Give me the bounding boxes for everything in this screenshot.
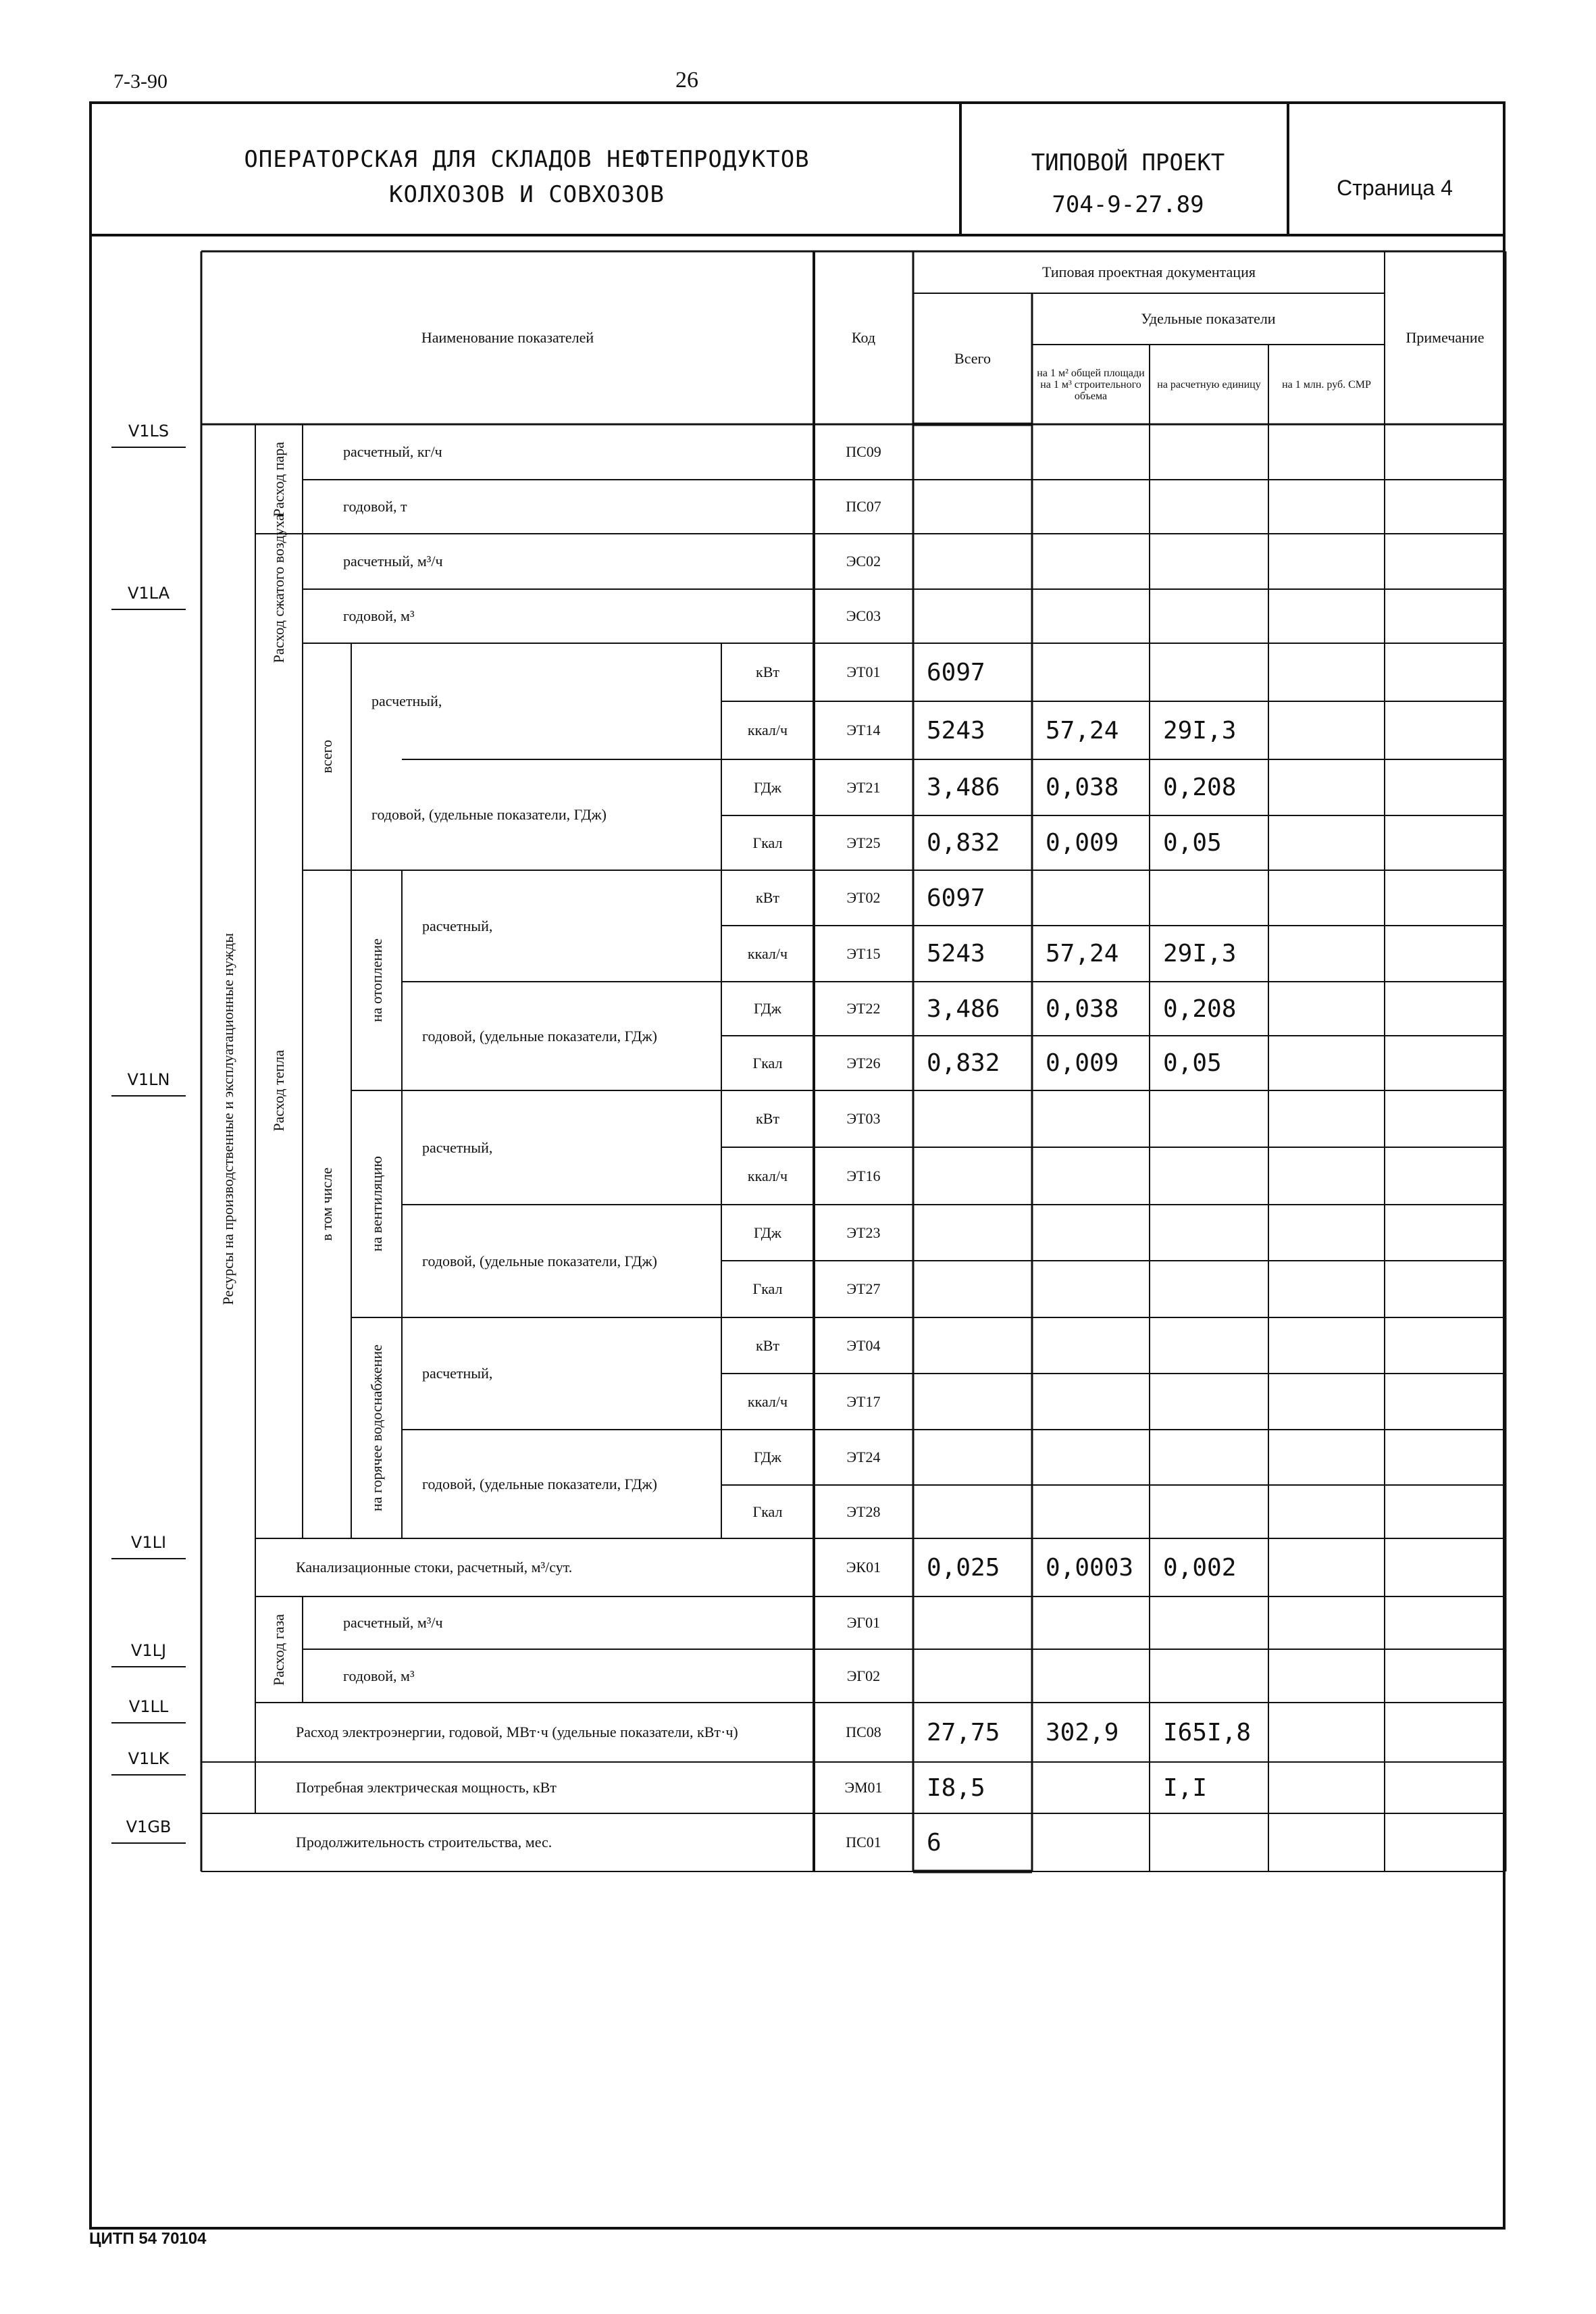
heat-calc-label: расчетный,	[422, 917, 493, 934]
row-code: ЭТ22	[846, 1000, 881, 1017]
vertical-label: Расход пара	[270, 441, 287, 517]
row-code: ЭТ28	[846, 1503, 881, 1520]
row-spec3	[1268, 1430, 1385, 1485]
row-code: ЭТ21	[846, 778, 881, 796]
row-unit: Гкал	[752, 1503, 783, 1520]
row-spec3	[1268, 1090, 1385, 1147]
row-spec1	[1032, 1430, 1150, 1485]
row-code: ПС07	[846, 498, 881, 515]
row-spec1	[1032, 643, 1150, 701]
row-code: ПС09	[846, 443, 881, 460]
row-unit: ккал/ч	[747, 1167, 788, 1184]
row-spec3	[1268, 815, 1385, 870]
row-total	[913, 1090, 1032, 1147]
group-label-ventilation	[351, 1090, 402, 1317]
row-spec3	[1268, 759, 1385, 815]
row-spec3	[1268, 1205, 1385, 1261]
row-unit: ГДж	[754, 1000, 781, 1017]
row-code: ЭТ03	[846, 1110, 881, 1127]
row-total: 6	[927, 1828, 942, 1857]
title-line: ОПЕРАТОРСКАЯ ДЛЯ СКЛАДОВ НЕФТЕПРОДУКТОВ	[244, 146, 810, 173]
row-total	[913, 1205, 1032, 1261]
row-total	[913, 424, 1032, 480]
row-code: ЭМ01	[844, 1779, 883, 1796]
row-spec1	[1032, 1205, 1150, 1261]
row-label: годовой, т	[343, 498, 407, 515]
row-spec3	[1268, 870, 1385, 926]
heat-annual-label: годовой, (удельные показатели, ГДж)	[422, 1252, 658, 1269]
row-code: ЭТ02	[846, 889, 881, 906]
group-label-heat-incl	[303, 870, 351, 1538]
row-total: 0,832	[927, 829, 1000, 857]
row-spec2	[1150, 1430, 1268, 1485]
row-unit: ГДж	[754, 1224, 781, 1241]
row-total	[913, 589, 1032, 643]
row-total	[913, 534, 1032, 589]
row-spec3	[1268, 701, 1385, 759]
row-code: ПС08	[846, 1724, 881, 1740]
row-total: 3,486	[927, 995, 1000, 1023]
row-total	[913, 480, 1032, 534]
project-number: 704-9-27.89	[1052, 191, 1204, 218]
row-spec1: 57,24	[1046, 716, 1119, 745]
row-label: расчетный, кг/ч	[343, 443, 442, 460]
row-unit: кВт	[756, 1110, 779, 1127]
heat-calc-label: расчетный,	[422, 1138, 493, 1156]
row-spec1	[1032, 870, 1150, 926]
row-code: ЭС02	[846, 553, 881, 570]
row-spec1	[1032, 1762, 1150, 1813]
row-total	[913, 1430, 1032, 1485]
vertical-label: Ресурсы на производственные и эксплуатационные нужды	[220, 932, 236, 1305]
row-spec3	[1268, 1703, 1385, 1762]
row-spec3	[1268, 1147, 1385, 1205]
row-label: расчетный, м³/ч	[343, 1614, 443, 1631]
row-spec1	[1032, 1261, 1150, 1317]
project-label: ТИПОВОЙ ПРОЕКТ	[1031, 149, 1225, 176]
row-label: Канализационные стоки, расчетный, м³/сут.	[296, 1559, 573, 1576]
vertical-label: на горячее водоснабжение	[367, 1344, 385, 1511]
row-code: ПС01	[846, 1834, 881, 1851]
row-spec3	[1268, 1261, 1385, 1317]
row-spec2	[1150, 1147, 1268, 1205]
column-header-total: Всего	[954, 350, 991, 367]
row-unit: Гкал	[752, 1280, 783, 1297]
row-spec2: 0,05	[1163, 1049, 1222, 1077]
row-spec1	[1032, 1649, 1150, 1703]
column-header-spec3: на 1 млн. руб. СМР	[1282, 378, 1371, 391]
row-total: 0,025	[927, 1553, 1000, 1582]
page-number: 26	[675, 68, 698, 93]
vertical-label: Расход газа	[270, 1613, 287, 1686]
row-total	[913, 1485, 1032, 1538]
row-label: Потребная электрическая мощность, кВт	[296, 1779, 557, 1796]
row-total	[913, 1261, 1032, 1317]
row-unit: кВт	[756, 663, 779, 680]
row-spec3	[1268, 1317, 1385, 1374]
row-spec3	[1268, 534, 1385, 589]
row-spec1	[1032, 1147, 1150, 1205]
vertical-label: в том числе	[318, 1167, 335, 1241]
heat-annual-label: годовой, (удельные показатели, ГДж)	[371, 806, 607, 823]
row-unit: кВт	[756, 1336, 779, 1354]
vertical-label: на отопление	[367, 938, 385, 1022]
row-spec1: 0,038	[1046, 995, 1119, 1023]
row-total	[913, 1374, 1032, 1430]
row-code: ЭТ16	[846, 1167, 881, 1184]
side-code: V1LL	[128, 1697, 169, 1716]
row-label: Расход электроэнергии, годовой, МВт·ч (удельные показатели, кВт·ч)	[296, 1724, 738, 1740]
row-spec1	[1032, 1317, 1150, 1374]
row-unit: ккал/ч	[747, 945, 788, 962]
row-spec2: 0,208	[1163, 774, 1237, 801]
row-spec3	[1268, 1762, 1385, 1813]
row-spec2	[1150, 1261, 1268, 1317]
row-label: расчетный, м³/ч	[343, 553, 443, 570]
row-spec3	[1268, 1374, 1385, 1430]
row-spec3	[1268, 982, 1385, 1036]
row-spec2	[1150, 424, 1268, 480]
row-spec1: 0,009	[1046, 829, 1119, 857]
side-code: V1LK	[128, 1749, 170, 1768]
row-spec1	[1032, 534, 1150, 589]
heat-calc-label: расчетный,	[371, 693, 442, 709]
group-label-heating	[351, 870, 402, 1090]
row-code: ЭТ04	[846, 1336, 881, 1354]
row-code: ЭТ01	[846, 663, 881, 680]
row-spec2	[1150, 1813, 1268, 1871]
row-spec2	[1150, 1374, 1268, 1430]
document-code: 7-3-90	[113, 70, 168, 93]
row-unit: кВт	[756, 889, 779, 906]
row-total	[913, 1596, 1032, 1649]
row-total: I8,5	[927, 1774, 985, 1802]
row-spec1: 0,009	[1046, 1049, 1119, 1077]
side-code: V1LS	[128, 422, 170, 441]
row-spec2	[1150, 480, 1268, 534]
row-spec2	[1150, 643, 1268, 701]
row-code: ЭТ26	[846, 1054, 881, 1072]
vertical-label: всего	[318, 740, 335, 774]
row-spec1: 0,038	[1046, 774, 1119, 801]
row-spec2	[1150, 1090, 1268, 1147]
row-code: ЭТ24	[846, 1449, 881, 1465]
row-spec1	[1032, 1813, 1150, 1871]
column-header-code: Код	[851, 329, 876, 346]
row-spec2: I65I,8	[1163, 1718, 1252, 1746]
heat-annual-label: годовой, (удельные показатели, ГДж)	[422, 1475, 658, 1492]
row-spec1: 57,24	[1046, 940, 1119, 967]
row-spec1	[1032, 480, 1150, 534]
column-header-spec1: на 1 м² общей площади на 1 м³ строительного объема	[1037, 367, 1145, 402]
row-total	[913, 1147, 1032, 1205]
row-spec2	[1150, 870, 1268, 926]
vertical-label: на вентиляцию	[367, 1156, 385, 1252]
row-spec1	[1032, 1374, 1150, 1430]
row-spec3	[1268, 1813, 1385, 1871]
row-spec2	[1150, 589, 1268, 643]
row-code: ЭТ25	[846, 834, 881, 851]
row-label: годовой, м³	[343, 607, 415, 624]
row-unit: ГДж	[754, 1449, 781, 1465]
row-spec3	[1268, 643, 1385, 701]
row-spec3	[1268, 480, 1385, 534]
row-spec1	[1032, 1090, 1150, 1147]
row-spec2	[1150, 1317, 1268, 1374]
row-spec2	[1150, 1649, 1268, 1703]
row-total	[913, 1317, 1032, 1374]
row-code: ЭТ14	[846, 722, 881, 738]
row-code: ЭТ23	[846, 1224, 881, 1241]
row-spec2: 0,05	[1163, 829, 1222, 857]
row-total: 3,486	[927, 774, 1000, 801]
column-group-docs: Типовая проектная документация	[1042, 263, 1256, 280]
row-spec3	[1268, 589, 1385, 643]
row-spec3	[1268, 1596, 1385, 1649]
side-code: V1GB	[126, 1817, 172, 1836]
heat-annual-label: годовой, (удельные показатели, ГДж)	[422, 1027, 658, 1045]
row-total: 5243	[927, 716, 985, 745]
side-code: V1LA	[127, 584, 170, 603]
row-total	[913, 1649, 1032, 1703]
row-label: годовой, м³	[343, 1667, 415, 1684]
row-unit: ккал/ч	[747, 1392, 788, 1410]
row-spec2	[1150, 534, 1268, 589]
row-total: 6097	[927, 884, 985, 912]
row-total: 5243	[927, 940, 985, 967]
group-label-heat-total	[303, 643, 351, 870]
row-spec1: 302,9	[1046, 1718, 1119, 1746]
row-spec3	[1268, 1036, 1385, 1090]
row-total: 27,75	[927, 1718, 1000, 1746]
row-unit: Гкал	[752, 834, 783, 851]
row-spec2	[1150, 1485, 1268, 1538]
row-unit: ГДж	[754, 778, 781, 796]
row-unit: ккал/ч	[747, 722, 788, 738]
vertical-label: Расход сжатого воздуха	[270, 513, 287, 663]
column-header-spec2: на расчетную единицу	[1157, 378, 1261, 391]
row-code: ЭТ27	[846, 1280, 881, 1297]
group-label-air	[255, 513, 303, 663]
row-spec2	[1150, 1596, 1268, 1649]
row-code: ЭС03	[846, 607, 881, 624]
row-spec3	[1268, 1485, 1385, 1538]
title-line: КОЛХОЗОВ И СОВХОЗОВ	[389, 181, 665, 208]
page-label: Страница 4	[1337, 176, 1453, 200]
group-label-hot-water	[351, 1317, 402, 1538]
row-code: ЭГ01	[846, 1614, 881, 1631]
column-header-note: Примечание	[1406, 329, 1485, 346]
row-code: ЭТ15	[846, 945, 881, 962]
row-total: 0,832	[927, 1049, 1000, 1077]
row-spec1	[1032, 1485, 1150, 1538]
side-code: V1LI	[130, 1533, 167, 1552]
row-label: Продолжительность строительства, мес.	[296, 1834, 552, 1851]
column-group-specific: Удельные показатели	[1141, 310, 1276, 327]
row-spec1: 0,0003	[1046, 1553, 1134, 1582]
side-code: V1LN	[127, 1070, 170, 1089]
row-spec1	[1032, 589, 1150, 643]
group-label-gas	[255, 1596, 303, 1703]
vertical-label: Расход тепла	[270, 1050, 287, 1132]
row-code: ЭК01	[846, 1559, 881, 1576]
heat-calc-label: расчетный,	[422, 1365, 493, 1382]
row-spec1	[1032, 424, 1150, 480]
row-spec3	[1268, 1538, 1385, 1596]
group-label-resources	[201, 424, 255, 1813]
column-header-name: Наименование показателей	[421, 329, 594, 346]
row-total: 6097	[927, 658, 985, 686]
group-label-heat	[255, 643, 303, 1538]
side-code: V1LJ	[130, 1641, 167, 1660]
row-spec3	[1268, 926, 1385, 982]
row-spec3	[1268, 1649, 1385, 1703]
footer-code: ЦИТП 54 70104	[89, 2230, 207, 2248]
row-unit: Гкал	[752, 1054, 783, 1072]
row-spec1	[1032, 1596, 1150, 1649]
row-spec2: I,I	[1163, 1774, 1208, 1802]
row-code: ЭТ17	[846, 1392, 881, 1410]
row-spec2: 0,002	[1163, 1553, 1237, 1582]
row-spec2	[1150, 1205, 1268, 1261]
row-spec2: 0,208	[1163, 995, 1237, 1023]
row-spec2: 29I,3	[1163, 716, 1237, 745]
row-spec2: 29I,3	[1163, 940, 1237, 967]
row-spec3	[1268, 424, 1385, 480]
row-code: ЭГ02	[846, 1667, 881, 1684]
